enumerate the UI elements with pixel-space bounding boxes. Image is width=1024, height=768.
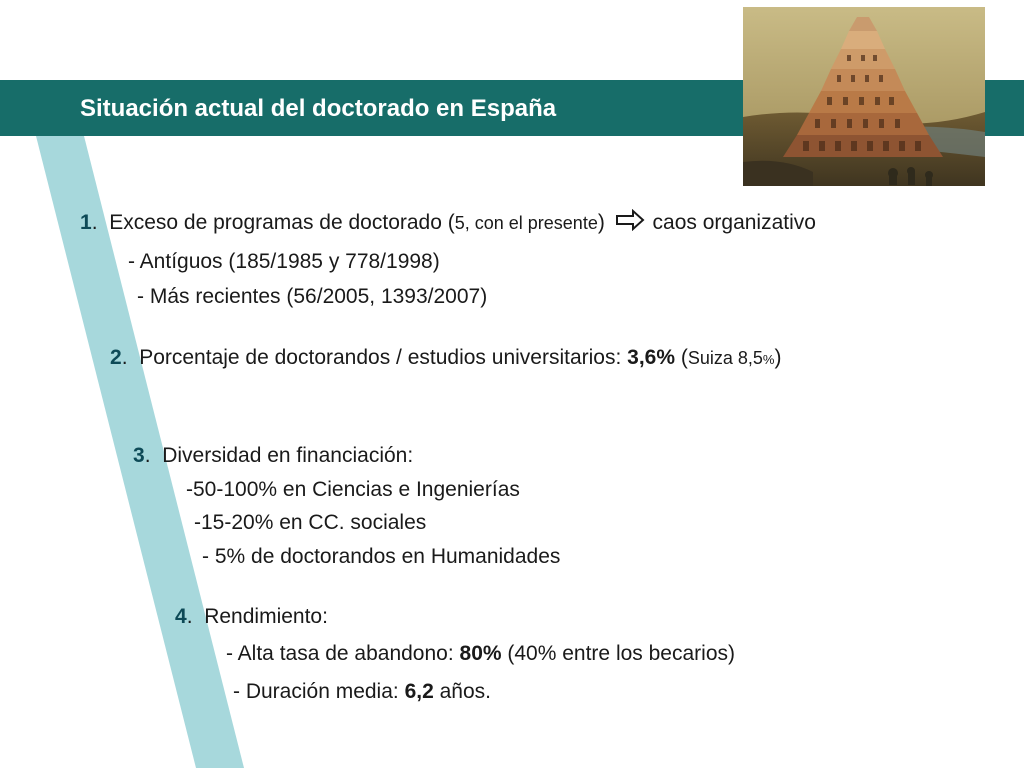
point-1 bbox=[80, 209, 816, 238]
point-number: 1 bbox=[80, 211, 92, 235]
point-paren-close: ) bbox=[774, 346, 782, 369]
point-number: 3 bbox=[133, 444, 145, 467]
point-paren: ) bbox=[597, 211, 605, 235]
point-paren-open: ( bbox=[675, 346, 688, 369]
point-number: 4 bbox=[175, 605, 187, 628]
point-1-sub-1: - Antíguos (185/1985 y 778/1998) bbox=[128, 250, 440, 273]
point-number: 2 bbox=[110, 346, 122, 369]
point-note: 5, con el presente bbox=[454, 213, 598, 234]
point-number-dot: . bbox=[186, 605, 205, 628]
point-text: Exceso de programas de doctorado ( bbox=[109, 211, 455, 235]
sub-highlight: 80% bbox=[459, 642, 502, 665]
point-note-pct: % bbox=[762, 352, 775, 367]
point-4-sub-2 bbox=[233, 679, 491, 705]
point-3 bbox=[133, 443, 413, 469]
point-4-sub-1 bbox=[226, 641, 735, 667]
sub-highlight: 6,2 bbox=[404, 680, 434, 703]
point-text: Rendimiento: bbox=[204, 605, 328, 628]
slide-title: Situación actual del doctorado en España bbox=[80, 95, 557, 122]
right-arrow-icon bbox=[615, 209, 645, 238]
point-3-sub-1: -50-100% en Ciencias e Ingenierías bbox=[186, 478, 520, 501]
point-note: Suiza 8,5 bbox=[687, 348, 763, 368]
point-3-sub-3: - 5% de doctorandos en Humanidades bbox=[202, 545, 561, 568]
point-number-dot: . bbox=[91, 211, 110, 235]
point-1-sub-2: - Más recientes (56/2005, 1393/2007) bbox=[137, 285, 488, 308]
point-number-dot: . bbox=[144, 444, 163, 467]
sub-text-post: años. bbox=[433, 680, 491, 703]
sub-text-post: (40% entre los becarios) bbox=[501, 642, 735, 665]
point-3-sub-2: -15-20% en CC. sociales bbox=[194, 511, 427, 534]
sub-text: - Alta tasa de abandono: bbox=[226, 642, 460, 665]
point-text: Porcentaje de doctorandos / estudios universitarios: bbox=[139, 346, 628, 369]
point-result: caos organizativo bbox=[652, 211, 816, 235]
point-highlight: 3,6% bbox=[627, 346, 676, 369]
tower-of-babel-image bbox=[743, 7, 985, 186]
point-number-dot: . bbox=[121, 346, 140, 369]
point-text: Diversidad en financiación: bbox=[162, 444, 414, 467]
sub-text: - Duración media: bbox=[233, 680, 405, 703]
point-4 bbox=[175, 604, 328, 630]
point-2 bbox=[110, 345, 781, 373]
